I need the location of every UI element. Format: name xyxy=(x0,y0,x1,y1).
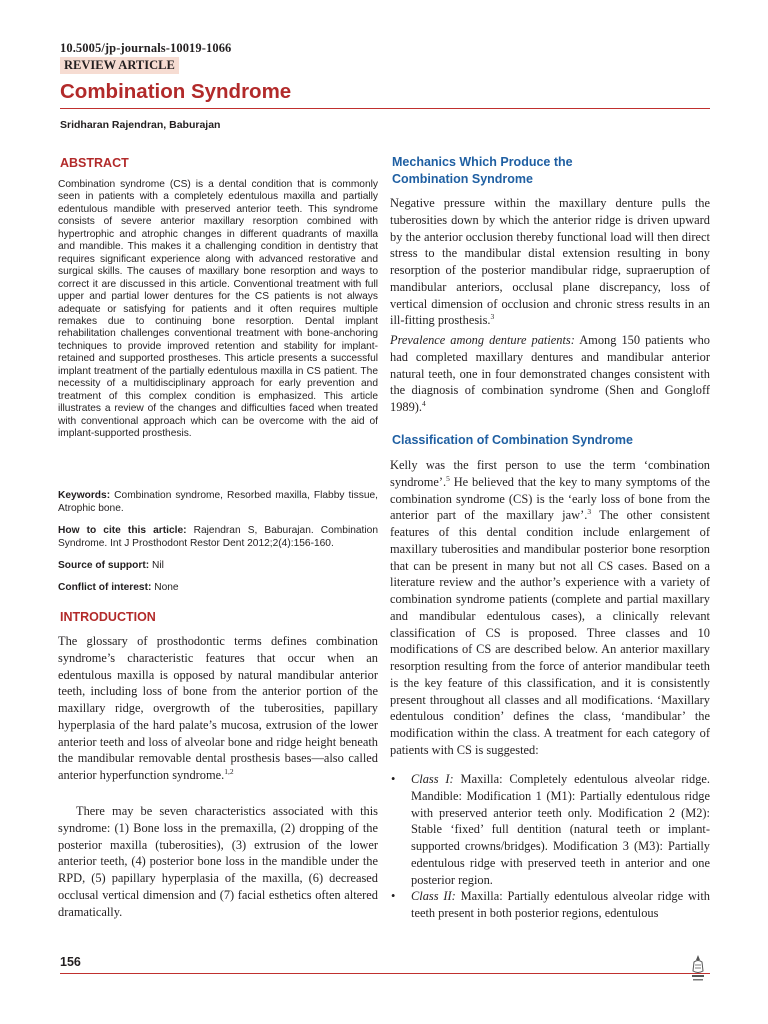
mechanics-heading-line-1: Mechanics Which Produce the xyxy=(392,155,573,169)
footer-divider xyxy=(60,973,710,974)
keywords-text: Combination syndrome, Resorbed maxilla, Flabby tissue, Atrophic bone. xyxy=(58,490,378,514)
publisher-logo-icon xyxy=(688,953,708,983)
keywords-label: Keywords: xyxy=(58,490,111,501)
prevalence-label: Prevalence among denture patients: xyxy=(390,333,575,347)
abstract-heading: ABSTRACT xyxy=(60,156,129,170)
classification-paragraph xyxy=(390,457,710,759)
class-1-label: Class I: xyxy=(411,772,454,786)
abstract-text: Combination syndrome (CS) is a dental condition that is commonly seen in patients with a completely edentulous maxilla and partially edentulous mandible with preserved anterior teeth. This syndrome consists of severe anterior maxillary resorption combined with hypertrophic and atrophic changes in different quadrants of maxilla and mandible. This makes it a challenging condition in dentistry that requires significant experience along with advanced restorative and surgical skills. The causes of maxillary bone resorption and ways to correct it are discussed in this article. Conventional treatment with full upper and partial lower dentures for the CS patients is not always adequate or satisfying for patients and it often requires multiple remakes due to continuing bone resorption. Dental implant rehabilitation challenges conventional treatment with bone-anchoring techniques to provide improved retention and stability for implant-retained and supported prostheses. This article presents a successful implant treatment of the partially edentulous maxilla in CS patient. The necessity of a multidisciplinary approach for early prevention and treatment of this complex condition is emphasized. This article illustrates a review of the changes and difficulties faced when treated with conventional approach which can be overcome with the aid of implant-supported prosthesis. xyxy=(58,179,378,440)
how-to-cite xyxy=(58,524,378,550)
cite-label: How to cite this article: xyxy=(58,525,187,536)
prevalence-paragraph xyxy=(390,332,710,416)
doi: 10.5005/jp-journals-10019-1066 xyxy=(60,41,232,55)
mech-p1-ref: 3 xyxy=(490,312,495,322)
class-ref-b: 3 xyxy=(587,507,592,517)
conflict-of-interest xyxy=(58,581,378,594)
class-p1-b: He believed that the key to many symptoms of the combination syndrome (CS) is the ‘early loss of bone from the anterior part of the maxillary jaw’. xyxy=(390,474,710,523)
class-p1-a: Kelly was the first person to use the term ‘combination syndrome’. xyxy=(390,458,710,489)
prevalence-text: Among 150 patients who had completed maxillary dentures and mandibular anterior natural teeth, one in four demonstrated changes consistent with the diagnosis of combination syndrome (Shen and Gongloff 1989). xyxy=(390,333,710,414)
class-p1-c: The other consistent features of this dental condition include enlargement of maxillary tuberosities and mandibular posterior bone resorption that can be present in many but not all CS cases. Based on a literature review and the author’s experience with a variety of combination syndrome patients (complete and partial maxillary and mandibular edentulous cases), a clinically relevant classification of CS is proposed. Three classes and 10 modifications of CS are described below. An anterior maxillary resorption resulting from the force of anterior mandibular teeth is the key feature of this classification, and it is consistently present throughout all classes and all modifications. ‘Maxillary edentulous condition’ defines the class, ‘mandibular’ the modification within the class. A treatment for each category of patients with CS is suggested: xyxy=(390,508,710,757)
class-2-text: Maxilla: Partially edentulous alveolar ridge with teeth present in both posterior regions, edentulous xyxy=(411,889,710,920)
conflict-text: None xyxy=(154,582,179,593)
header-divider xyxy=(60,108,710,109)
introduction-heading: INTRODUCTION xyxy=(60,610,156,624)
prevalence-ref: 4 xyxy=(422,398,426,408)
support-text: Nil xyxy=(151,560,164,571)
authors: Sridharan Rajendran, Baburajan xyxy=(60,119,221,131)
page-number: 156 xyxy=(60,955,81,969)
article-title: Combination Syndrome xyxy=(60,80,292,103)
introduction-paragraph-1 xyxy=(58,633,378,784)
mech-p1-text: Negative pressure within the maxillary denture pulls the tuberosities down by which the anterior ridge is driven upward by the anterior occlusion thereby functional load will then direct stress to the mandibular distal extension resulting in bony resorption of the posterior mandibular ridge, supraeruption of mandibular anteriors, occlusal plane discrepancy, loss of vertical dimension of occlusion and chronic stress results in an ill-fitting prosthesis. xyxy=(390,196,710,328)
introduction-paragraph-2: There may be seven characteristics associated with this syndrome: (1) Bone loss in the premaxilla, (2) dropping of the posterior maxilla (tuberosities), (3) extrusion of the lower anterior teeth, (4) posterior bone loss in the mandible under the RPD, (5) papillary hyperplasia of the maxilla, (6) decreased occlusal vertical dimension and (7) facial esthetics often altered dramatically. xyxy=(58,804,378,919)
class-2-label: Class II: xyxy=(411,889,456,903)
mechanics-heading xyxy=(392,154,573,188)
cite-text: Rajendran S, Baburajan. Combination Syndrome. Int J Prosthodont Restor Dent 2012;2(4):156-160. xyxy=(58,525,378,549)
mechanics-paragraph-1 xyxy=(390,195,710,329)
source-of-support xyxy=(58,559,378,572)
class-1-text: Maxilla: Completely edentulous alveolar ridge. Mandible: Modification 1 (M1): Partially edentulous ridge with preserved anterior teeth only. Modification 2 (M2): Stable ‘fixed’ full dentition (natural teeth or implant-supported crowns/bridges). Modification 3 (M3): Partially edentulous ridge with preserved teeth in anterior and one posterior region. xyxy=(411,772,710,887)
class-ref-a: 5 xyxy=(446,473,450,483)
class-2-item xyxy=(391,888,710,922)
bullet-1: • xyxy=(391,772,396,786)
bullet-2: • xyxy=(391,889,396,903)
intro-p1-text: The glossary of prosthodontic terms defines combination syndrome’s characteristic features that occur when an edentulous maxilla is opposed by natural mandibular anterior teeth, including loss of bone from the anterior portion of the maxillary ridge, overgrowth of the tuberosities, papillary hyperplasia of the hard palate’s mucosa, extrusion of the lower anterior teeth and loss of alveolar bone and ridge height beneath the mandibular removable dental prosthesis bases—also called anterior hyperfunction syndrome. xyxy=(58,634,378,782)
classification-heading: Classification of Combination Syndrome xyxy=(392,433,633,447)
support-label: Source of support: xyxy=(58,560,150,571)
conflict-label: Conflict of interest: xyxy=(58,582,152,593)
article-type-badge: REVIEW ARTICLE xyxy=(60,57,179,74)
intro-p1-ref: 1,2 xyxy=(224,766,234,776)
keywords xyxy=(58,489,378,515)
class-1-item xyxy=(391,771,710,888)
mechanics-heading-line-2: Combination Syndrome xyxy=(392,172,533,186)
